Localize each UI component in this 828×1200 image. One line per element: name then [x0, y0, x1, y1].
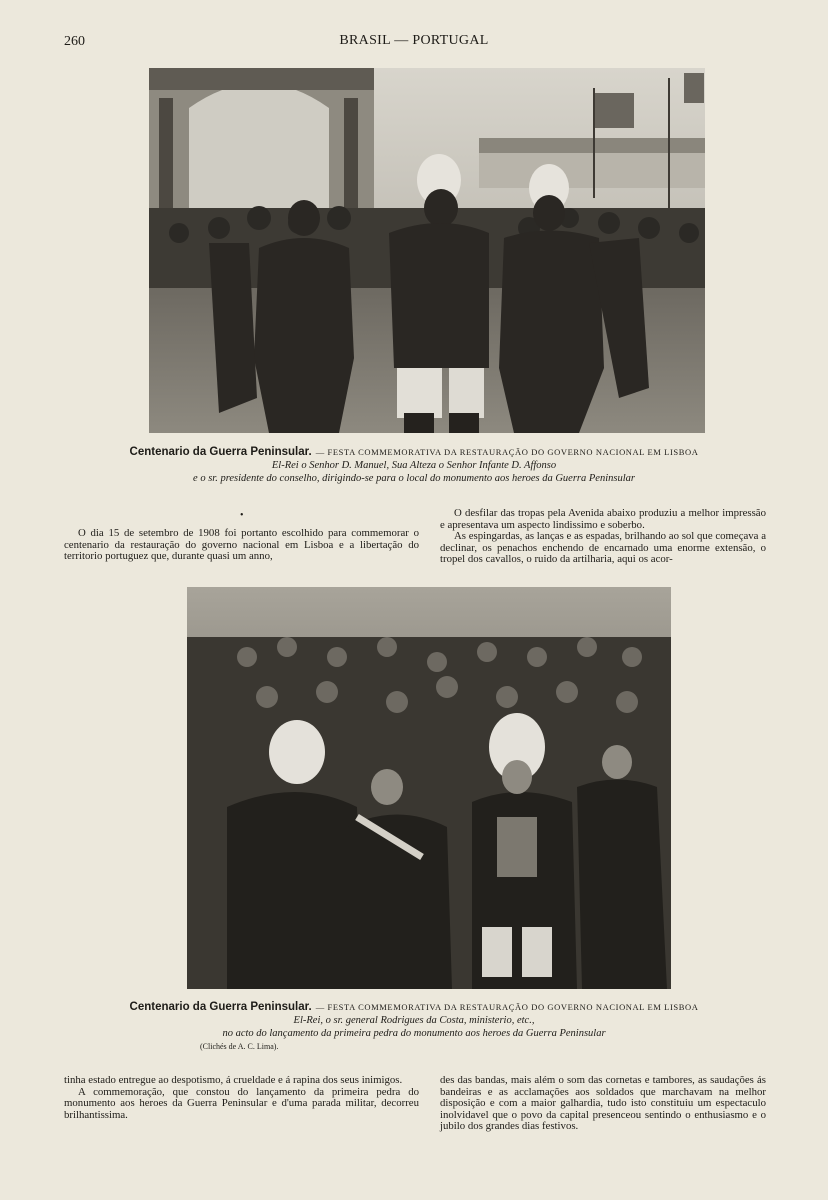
photo-credit: (Clichés de A. C. Lima).	[200, 1042, 279, 1051]
section-bullet: •	[240, 510, 244, 521]
page-number: 260	[64, 34, 85, 49]
caption-1-sub: — FESTA COMMEMORATIVA DA RESTAURAÇÃO DO GOVERNO NACIONAL EM LISBOA	[315, 447, 699, 457]
caption-1-line2: El-Rei o Senhor D. Manuel, Sua Alteza o Senhor Infante D. Affonso	[271, 460, 557, 471]
paragraph: A commemoração, que constou do lançamento da primeira pedra do monumento aos heroes da Guerra Peninsular e d'uma parada militar, decorreu brilhantissima.	[64, 1085, 419, 1121]
paragraph: O dia 15 de setembro de 1908 foi portanto escolhido para commemorar o centenario da restauração do governo nacional em Lisboa e a libertação do territorio portuguez que, durante quasi um anno,	[64, 527, 419, 563]
caption-1-line3: e o sr. presidente do conselho, dirigindo-se para o local do monumento aos heroes da Guerra Peninsular	[193, 473, 635, 484]
paragraph: As espingardas, as lanças e as espadas, brilhando ao sol que começava a declinar, os penachos enchendo de encarnado uma enorme extensão, o tropel dos cavallos, o ruido da artilharia, aqui os acor-	[440, 530, 766, 566]
caption-2-sub: — FESTA COMMEMORATIVA DA RESTAURAÇÃO DO GOVERNO NACIONAL EM LISBOA	[315, 1002, 699, 1012]
article-bottom-left	[64, 1075, 419, 1121]
paragraph: des das bandas, mais além o som das cornetas e tambores, as saudações ás bandeiras e as acclamações aos soldados que marchavam na melhor disposição e com a maior galhardia, tudo isto constituiu um espectaculo inolvidavel que o povo da capital presenceou sentindo o enthusiasmo e o jubilo dos grandes dias festivos.	[440, 1074, 766, 1133]
caption-2-line3: no acto do lançamento da primeira pedra do monumento aos heroes da Guerra Peninsular	[222, 1028, 606, 1039]
article-top-right	[440, 508, 766, 566]
caption-1-title: Centenario da Guerra Peninsular.	[129, 446, 312, 458]
running-title: BRASIL — PORTUGAL	[339, 33, 489, 48]
article-bottom-right	[440, 1075, 766, 1133]
caption-2-title: Centenario da Guerra Peninsular.	[129, 1001, 312, 1013]
caption-2-line2: El-Rei, o sr. general Rodrigues da Costa, ministerio, etc.,	[293, 1015, 535, 1026]
photo-1-caption	[90, 444, 738, 485]
photo-procession	[149, 68, 705, 433]
photo-2-caption	[90, 999, 738, 1053]
photo-ceremony	[187, 587, 671, 989]
paragraph: tinha estado entregue ao despotismo, á crueldade e á rapina dos seus inimigos.	[64, 1074, 403, 1086]
article-top-left	[64, 528, 419, 563]
paragraph: O desfilar das tropas pela Avenida abaixo produziu a melhor impressão e apresentava um aspecto lindissimo e soberbo.	[440, 507, 766, 531]
